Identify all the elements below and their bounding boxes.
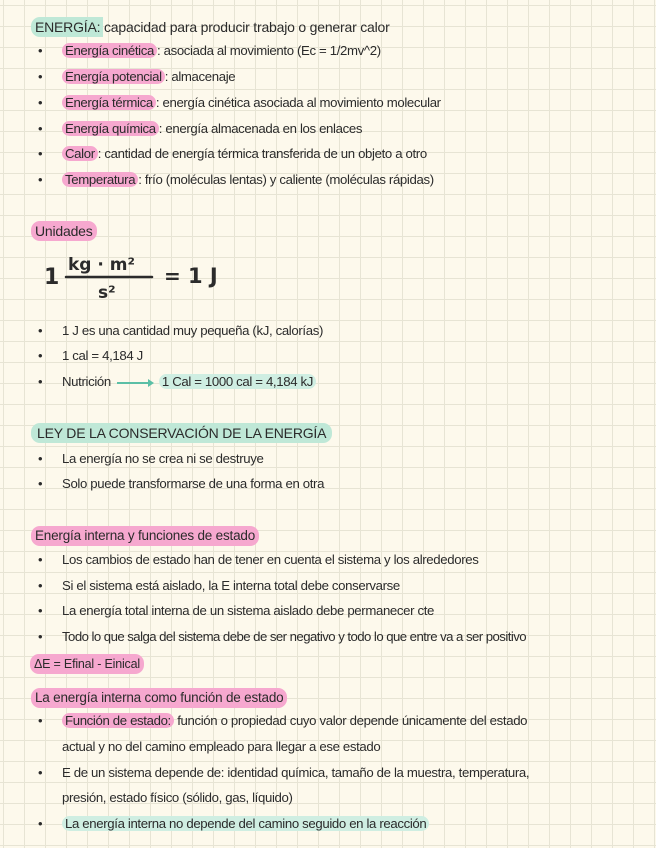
list-item: • E de un sistema depende de: identidad química, tamaño de la muestra, temperatura, xyxy=(38,765,530,780)
list-item-text: E de un sistema depende de: identidad química, tamaño de la muestra, temperatura, xyxy=(62,765,530,780)
list-item-text: 1 cal = 4,184 J xyxy=(62,348,143,363)
list-item: • La energía interna no depende del camino seguido en la reacción xyxy=(38,815,429,833)
formula-equals: = xyxy=(164,264,181,288)
term-highlight: Función de estado: xyxy=(62,713,174,728)
list-item: • 1 cal = 4,184 J xyxy=(38,348,143,363)
list-item: • Los cambios de estado han de tener en cuenta el sistema y los alrededores xyxy=(38,552,479,567)
list-item: • Energía potencial : almacenaje xyxy=(38,69,236,84)
term-definition: función o propiedad cuyo valor depende únicamente del estado xyxy=(173,713,528,728)
list-item: • Todo lo que salga del sistema debe de ser negativo y todo lo que entre va a ser positivo xyxy=(38,629,527,644)
unidades-heading: Unidades xyxy=(31,221,97,241)
unit-formula xyxy=(40,246,240,304)
formula-numerator: kg · m² xyxy=(68,255,135,275)
term-highlight: Calor xyxy=(62,146,98,161)
list-item: • Energía térmica : energía cinética asociada al movimiento molecular xyxy=(38,95,441,110)
formula-coefficient: 1 xyxy=(44,265,60,290)
list-item-continuation: presión, estado físico (sólido, gas, líquido) xyxy=(62,790,293,805)
term-highlight: Energía cinética xyxy=(62,43,157,58)
formula-denominator: s² xyxy=(98,283,116,303)
list-item-text: La energía no se crea ni se destruye xyxy=(62,451,264,466)
list-item-text: Todo lo que salga del sistema debe de ser negativo y todo lo que entre va a ser positivo xyxy=(62,629,527,644)
term-definition: : energía cinética asociada al movimiento molecular xyxy=(155,95,441,110)
list-item-text: Los cambios de estado han de tener en cuenta el sistema y los alrededores xyxy=(62,552,479,567)
list-item: • 1 J es una cantidad muy pequeña (kJ, calorías) xyxy=(38,323,323,338)
energia-heading-definition: : capacidad para producir trabajo o generar calor xyxy=(96,19,390,35)
nutrition-value: 1 Cal = 1000 cal = 4,184 kJ xyxy=(159,374,316,389)
list-item: • Función de estado: función o propiedad cuyo valor depende únicamente del estado xyxy=(38,713,528,728)
energia-heading xyxy=(31,17,394,37)
interna-heading: Energía interna y funciones de estado xyxy=(31,526,259,546)
arrow-right-icon xyxy=(115,378,155,388)
formula-result: 1 J xyxy=(188,264,218,288)
delta-e-formula: ΔE = Efinal - Einical xyxy=(30,654,144,674)
list-item: • Solo puede transformarse de una forma en otra xyxy=(38,476,325,491)
list-item: • La energía no se crea ni se destruye xyxy=(38,451,264,466)
list-item-text: La energía total interna de un sistema aislado debe permanecer cte xyxy=(62,603,435,618)
term-definition: : energía almacenada en los enlaces xyxy=(158,121,363,136)
list-item-text: Si el sistema está aislado, la E interna total debe conservarse xyxy=(62,578,400,593)
term-highlight: Energía potencial xyxy=(62,69,165,84)
term-definition: : frío (moléculas lentas) y caliente (moléculas rápidas) xyxy=(138,172,434,187)
energia-heading-title: ENERGÍA xyxy=(35,19,97,35)
term-highlight: Temperatura xyxy=(62,172,138,187)
term-definition: : asociada al movimiento (Ec = 1/2mv^2) xyxy=(156,43,381,58)
funcion-heading: La energía interna como función de estado xyxy=(31,688,287,708)
term-highlight: Energía térmica xyxy=(62,95,156,110)
list-item: • Calor : cantidad de energía térmica transferida de un objeto a otro xyxy=(38,146,427,161)
list-item: • Si el sistema está aislado, la E interna total debe conservarse xyxy=(38,578,400,593)
list-item: • Nutrición 1 Cal = 1000 cal = 4,184 kJ xyxy=(38,373,316,391)
list-item-continuation: actual y no del camino empleado para llegar a ese estado xyxy=(62,739,381,754)
list-item-text: La energía interna no depende del camino seguido en la reacción xyxy=(62,816,429,831)
term-definition: : almacenaje xyxy=(164,69,236,84)
list-item: • Temperatura : frío (moléculas lentas) y caliente (moléculas rápidas) xyxy=(38,172,434,187)
list-item: • Energía cinética : asociada al movimiento (Ec = 1/2mv^2) xyxy=(38,43,381,58)
list-item: • La energía total interna de un sistema aislado debe permanecer cte xyxy=(38,603,435,618)
nutrition-label: Nutrición xyxy=(62,374,111,389)
term-highlight: Energía química xyxy=(62,121,159,136)
list-item: • Energía química : energía almacenada en los enlaces xyxy=(38,121,363,136)
list-item-text: 1 J es una cantidad muy pequeña (kJ, calorías) xyxy=(62,323,323,338)
list-item-text: Solo puede transformarse de una forma en otra xyxy=(62,476,325,491)
ley-heading: LEY DE LA CONSERVACIÓN DE LA ENERGÍA xyxy=(31,423,332,443)
term-definition: : cantidad de energía térmica transferida de un objeto a otro xyxy=(97,146,427,161)
